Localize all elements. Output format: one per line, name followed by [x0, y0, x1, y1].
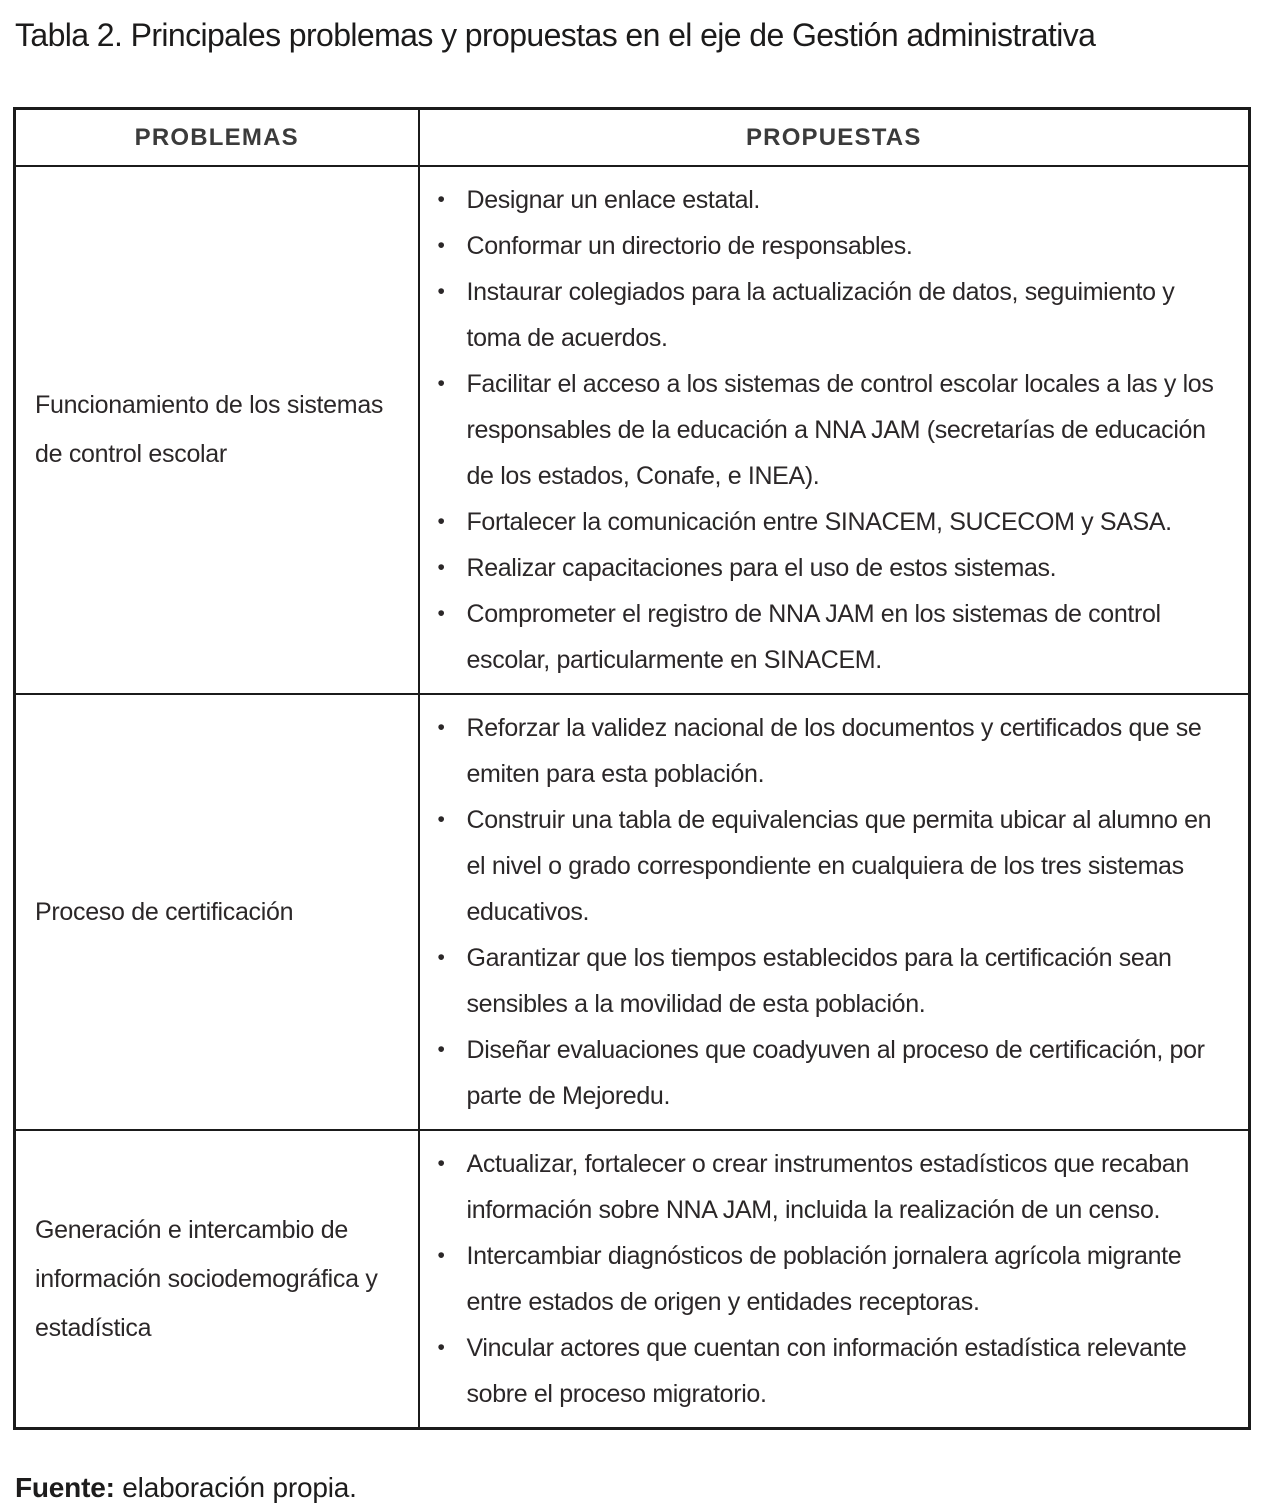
propuesta-item: • Designar un enlace estatal. [420, 177, 1231, 223]
column-header-problemas: PROBLEMAS [15, 109, 419, 167]
propuesta-item: • Reforzar la validez nacional de los documentos y certificados que se emiten para esta población. [420, 705, 1231, 797]
problema-cell: Funcionamiento de los sistemas de control escolar [15, 166, 419, 694]
propuestas-cell [419, 166, 1250, 694]
propuesta-item: • Realizar capacitaciones para el uso de estos sistemas. [420, 545, 1231, 591]
source-text: elaboración propia. [114, 1472, 357, 1503]
propuesta-item: • Instaurar colegiados para la actualización de datos, seguimiento y toma de acuerdos. [420, 269, 1231, 361]
propuestas-cell [419, 1130, 1250, 1429]
propuesta-item: • Conformar un directorio de responsables. [420, 223, 1231, 269]
propuesta-item: • Comprometer el registro de NNA JAM en los sistemas de control escolar, particularmente en SINACEM. [420, 591, 1231, 683]
propuesta-item: • Garantizar que los tiempos establecidos para la certificación sean sensibles a la movilidad de esta población. [420, 935, 1231, 1027]
table-row [15, 694, 1250, 1130]
propuesta-item: • Vincular actores que cuentan con información estadística relevante sobre el proceso migratorio. [420, 1325, 1231, 1417]
problema-cell: Generación e intercambio de información sociodemográfica y estadística [15, 1130, 419, 1429]
propuesta-item: • Actualizar, fortalecer o crear instrumentos estadísticos que recaban información sobre NNA JAM, incluida la realización de un censo. [420, 1141, 1231, 1233]
propuestas-list [420, 705, 1231, 1119]
propuesta-item: • Facilitar el acceso a los sistemas de control escolar locales a las y los responsables de la educación a NNA JAM (secretarías de educación de los estados, Conafe, e INEA). [420, 361, 1231, 499]
source-label: Fuente: [15, 1472, 115, 1503]
column-header-propuestas: PROPUESTAS [419, 109, 1250, 167]
table-title: Tabla 2. Principales problemas y propuestas en el eje de Gestión administrativa [15, 17, 1096, 53]
table-row [15, 166, 1250, 694]
document-page [0, 15, 1261, 1504]
propuesta-item: • Intercambiar diagnósticos de población jornalera agrícola migrante entre estados de origen y entidades receptoras. [420, 1233, 1231, 1325]
propuestas-list [420, 177, 1231, 683]
problema-cell: Proceso de certificación [15, 694, 419, 1130]
table-row [15, 1130, 1250, 1429]
problems-proposals-table [13, 107, 1251, 1430]
propuesta-item: • Fortalecer la comunicación entre SINACEM, SUCECOM y SASA. [420, 499, 1231, 545]
table-header-row [15, 109, 1250, 167]
propuesta-item: • Construir una tabla de equivalencias que permita ubicar al alumno en el nivel o grado correspondiente en cualquiera de los tres sistemas educativos. [420, 797, 1231, 935]
source-note [15, 1472, 1248, 1504]
propuesta-item: • Diseñar evaluaciones que coadyuven al proceso de certificación, por parte de Mejoredu. [420, 1027, 1231, 1119]
propuestas-list [420, 1141, 1231, 1417]
propuestas-cell [419, 694, 1250, 1130]
